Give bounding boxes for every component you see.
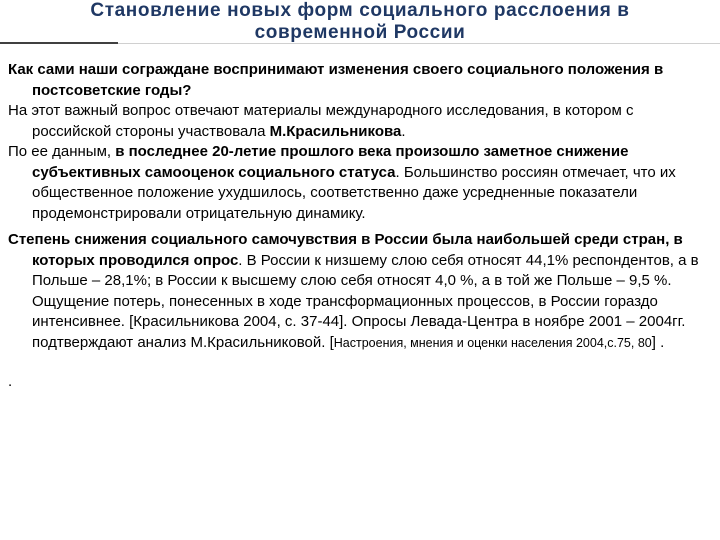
intro-end: . [401, 122, 406, 140]
findings-rest: . Большинство россиян отмечает, что их общественное положение ухудшилось, соответственно даже усредненные показатели продемонстрировали отрицательную динамику. [32, 163, 676, 222]
title-divider-accent [0, 42, 118, 44]
slide-title [0, 0, 720, 42]
comparison-bold: Степень снижения социального самочувствия в России была наибольшей среди стран, в которых проводился опрос [8, 231, 683, 269]
comparison-end: ] . [651, 333, 665, 351]
slide-body [8, 60, 714, 393]
paragraph-comparison [8, 230, 714, 353]
title-line-2: современной России [254, 22, 466, 43]
author-name: М.Красильникова [269, 122, 402, 140]
citation-source: Настроения, мнения и оценки населения 2004,с.75, 80 [333, 335, 652, 350]
paragraph-intro [8, 101, 714, 142]
comparison-text: . В России к низшему слою себя относят 44,1% респондентов, а в Польше – 28,1%; в России к высшему слою себя относят 4,0 %, а в той же Польше – 9,5 %. Ощущение потерь, понесенных в ходе трансформационных процессов, в России гораздо интенсивнее. [Красильникова 2004, с. 37-44]. Опросы Левада-Центра в ноябре 2001 – 2004гг. подтверждают анализ М.Красильниковой. [ [32, 251, 699, 351]
intro-text: На этот важный вопрос отвечают материалы международного исследования, в котором с российской стороны участвовала [8, 102, 634, 140]
paragraph-question [8, 60, 714, 101]
findings-bold: в последнее 20-летие прошлого века произошло заметное снижение субъективных самооценок социального статуса [32, 143, 629, 181]
findings-lead: По ее данным, [8, 143, 116, 160]
trailing-dot: . [8, 373, 13, 390]
question-text: Как сами наши сограждане воспринимают изменения своего социального положения в постсоветские годы? [8, 61, 664, 99]
paragraph-findings [8, 142, 714, 224]
title-line-1: Становление новых форм социального расслоения в [90, 0, 630, 21]
